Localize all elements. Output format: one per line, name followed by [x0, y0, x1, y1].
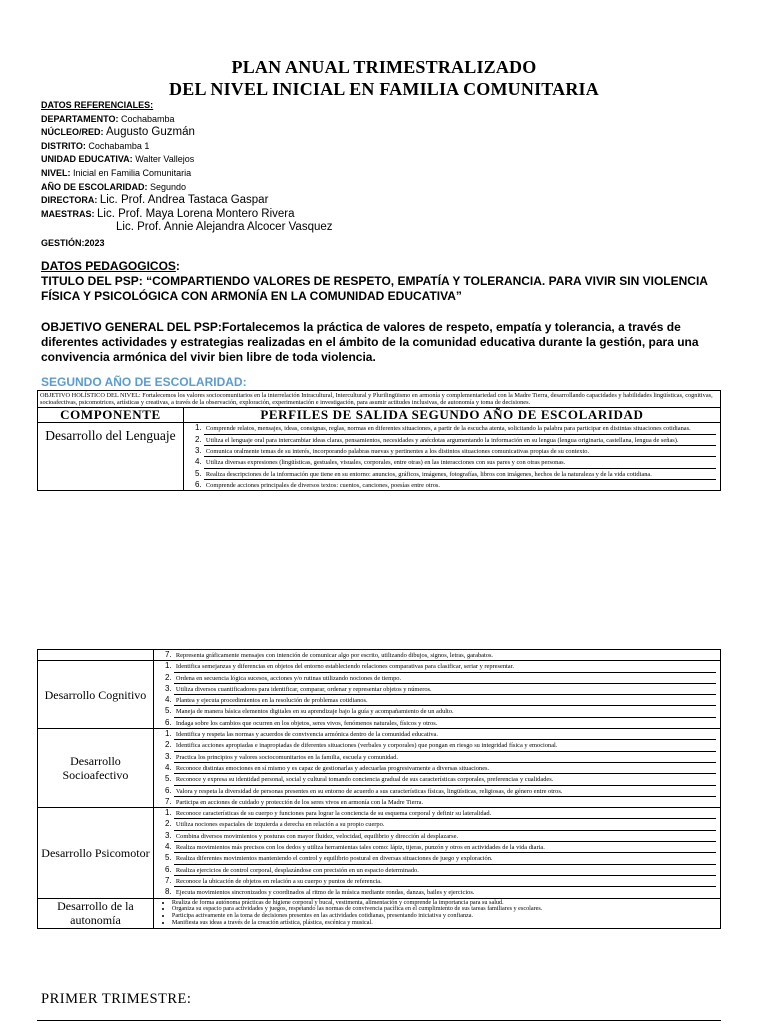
ref-nivel: NIVEL: Inicial en Familia Comunitaria: [41, 167, 192, 178]
lenguaje-continued-cell: [153, 650, 720, 661]
cognitivo-perfiles-cell: [153, 661, 720, 729]
list-item: 1. Identifica y respeta las normas y acuerdos de convivencia armónica dentro de la comunidad educativa.: [174, 729, 716, 740]
list-item: 6. Indaga sobre los cambios que ocurren en los objetos, seres vivos, fenómenos naturales, físicos y otros.: [174, 718, 716, 728]
col-header-perfiles: PERFILES DE SALIDA SEGUNDO AÑO DE ESCOLARIDAD: [183, 408, 720, 423]
list-item: 5. Maneja de manera básica elementos digitales en su aprendizaje bajo la guía y acompañamiento de un adulto.: [174, 706, 716, 717]
empty-componente-cell: [38, 650, 154, 661]
socioafectivo-perfiles-cell: [153, 729, 720, 808]
next-table-edge: [37, 1020, 721, 1025]
list-item: 6. Comprende acciones principales de diversos textos: cuentos, canciones, poesías entre otros.: [204, 480, 716, 490]
ref-unidad-educativa: UNIDAD EDUCATIVA: Walter Vallejos: [41, 154, 195, 165]
list-item: 1. Identifica semejanzas y diferencias en objetos del entorno estableciendo relaciones comparativas para clasificar, seriar y representar.: [174, 661, 716, 672]
col-header-componente: COMPONENTE: [38, 408, 184, 423]
componente-autonomia: Desarrollo de la autonomía: [38, 898, 154, 929]
autonomia-perfiles-cell: [153, 898, 720, 929]
componente-cognitivo: Desarrollo Cognitivo: [38, 661, 154, 729]
list-item: 7. Reconoce la ubicación de objetos en relación a su cuerpo y puntos de referencia.: [174, 876, 716, 887]
objetivo-holistico-cell: OBJETIVO HOLÍSTICO DEL NIVEL: Fortalecemos los valores sociocomunitarios en la interrelación Intracultural, Intercultural y Plurilingüismo en armonía y complementariedad con la Madre Tierra, desarrollando capacidades y habilidades lingüísticas, cognitivas, socioafectivas, psicomotrices, artísticas y creativas, a través de la observación, exploración, experimentación e investigación, para asumir actitudes inclusivas, de autonomía y toma de decisiones.: [38, 391, 721, 408]
objetivo-holistico-row: [38, 391, 721, 408]
cognitivo-perfiles-list: [154, 661, 720, 728]
lenguaje-perfiles-cell: [183, 423, 720, 491]
ref-nucleo-red: NÚCLEO/RED: Augusto Guzmán: [41, 126, 195, 139]
referenciales-heading: DATOS REFERENCIALES:: [41, 100, 154, 110]
ref-maestras: MAESTRAS: Lic. Prof. Maya Lorena Montero Rivera: [41, 207, 295, 220]
list-item: 3. Utiliza diversos cuantificadores para identificar, comparar, ordenar y representar objetos y números.: [174, 684, 716, 695]
table-header-row: [38, 408, 721, 423]
list-item: • Participa activamente en la toma de decisiones presentes en las actividades cotidianas, presentando iniciativa y confianza.: [172, 913, 716, 920]
psicomotor-perfiles-cell: [153, 808, 720, 898]
socioafectivo-perfiles-list: [154, 729, 720, 807]
list-item: 3. Comunica oralmente temas de su interés, incorporando palabras nuevas y pertinentes a los distintos situaciones comunicativas propias de su contexto.: [204, 446, 716, 457]
list-item: 5. Reconoce y expresa su identidad personal, social y cultural tomando conciencia gradual de sus características corporales, preferencias y cualidades.: [174, 774, 716, 785]
list-item: 2. Ordena en secuencia lógica sucesos, acciones y/o rutinas utilizando nociones de tiempo.: [174, 673, 716, 684]
psp-title: TITULO DEL PSP: “COMPARTIENDO VALORES DE RESPETO, EMPATÍA Y TOLERANCIA. PARA VIVIR SIN VIOLENCIA FÍSICA Y PSICOLÓGICA CON ARMONÍA EN LA COMUNIDAD EDUCATIVA”: [41, 274, 708, 303]
list-item: 8. Ejecuta movimientos sincronizados y coordinados al ritmo de la música mediante rondas, danzas, bailes y ejercicios.: [174, 887, 716, 897]
psp-objetivo-general: OBJETIVO GENERAL DEL PSP:Fortalecemos la práctica de valores de respeto, empatía y tolerancia, a través de diferentes actividades y estrategias realizadas en el ámbito de la comunidad educativa durante la gestión, para una convivencia armónica del vivir bien libre de toda violencia.: [41, 320, 699, 364]
list-item: 7. Representa gráficamente mensajes con intención de comunicar algo por escrito, utilizando dibujos, signos, letras, garabatos.: [174, 650, 716, 660]
primer-trimestre-heading: PRIMER TRIMESTRE:: [41, 991, 192, 1007]
list-item: 6. Valora y respeta la diversidad de personas presentes en su entorno de acuerdo a sus características físicas, lingüísticas, religiosas, de género entre otros.: [174, 786, 716, 797]
list-item: 3. Combina diversos movimientos y posturas con mayor fluidez, velocidad, equilibrio y dirección al desplazarse.: [174, 831, 716, 842]
pedagogicos-heading: DATOS PEDAGOGICOS:: [41, 259, 180, 273]
list-item: 2. Utiliza nociones espaciales de izquierda a derecha en relación a su propio cuerpo.: [174, 819, 716, 830]
cognitivo-row: [38, 661, 721, 729]
componente-lenguaje: Desarrollo del Lenguaje: [38, 423, 184, 491]
list-item: 4. Realiza movimientos más precisos con los dedos y utiliza herramientas tales como: lápiz, tijeras, punzón y otros en actividades de la vida diaria.: [174, 842, 716, 853]
autonomia-row: [38, 898, 721, 929]
psicomotor-perfiles-list: [154, 808, 720, 897]
document-title-line-2: DEL NIVEL INICIAL EN FAMILIA COMUNITARIA: [169, 79, 599, 99]
componente-psicomotor: Desarrollo Psicomotor: [38, 808, 154, 898]
ref-ano-escolaridad: AÑO DE ESCOLARIDAD: Segundo: [41, 181, 187, 192]
perfiles-table-2: [37, 649, 721, 929]
list-item: • Realiza de forma autónoma prácticas de higiene corporal y bucal, vestimenta, alimentación y comprende la importancia para su salud.: [172, 900, 716, 907]
ref-gestion: GESTIÓN:2023: [41, 237, 105, 248]
psicomotor-row: [38, 808, 721, 898]
datos-pedagogicos: [41, 259, 731, 365]
list-item: 5. Realiza descripciones de la información que tiene en su entorno: anuncios, gráficos, imágenes, fotografías, libros con imágenes, hechos de la naturaleza y de la vida cotidiana.: [204, 469, 716, 480]
ref-departamento: DEPARTAMENTO: Cochabamba: [41, 113, 175, 124]
list-item: 2. Utiliza el lenguaje oral para intercambiar ideas claras, pensamientos, necesidades y anécdotas argumentando la información en su lengua (lengua originaria, castellana, lengua de señas).: [204, 435, 716, 446]
datos-referenciales: [41, 99, 333, 251]
autonomia-perfiles-list: [154, 899, 720, 929]
perfiles-table-1: [37, 390, 721, 491]
list-item: 4. Plantea y ejecuta procedimientos en la resolución de problemas cotidianos.: [174, 695, 716, 706]
list-item: 7. Participa en acciones de cuidado y protección de los seres vivos en armonía con la Madre Tierra.: [174, 797, 716, 807]
list-item: • Manifiesta sus ideas a través de la creación artística, plástica, escénica y musical.: [172, 920, 716, 927]
ref-maestra-2: Lic. Prof. Annie Alejandra Alcocer Vasquez: [116, 221, 333, 234]
componente-socioafectivo: Desarrollo Socioafectivo: [38, 729, 154, 808]
lenguaje-continued-row: [38, 650, 721, 661]
list-item: 3. Practica los principios y valores sociocomunitarios en la familia, escuela y comunidad.: [174, 752, 716, 763]
lenguaje-row: [38, 423, 721, 491]
list-item: 6. Realiza ejercicios de control corporal, desplazándose con precisión en un espacio determinado.: [174, 865, 716, 876]
list-item: 4. Reconoce distintas emociones en sí mismo y es capaz de gestionarlas y adecuarlas progresivamente a diversas situaciones.: [174, 763, 716, 774]
list-item: 1. Reconoce características de su cuerpo y funciones para lograr la conciencia de su esquema corporal y definir su lateralidad.: [174, 808, 716, 819]
section-heading-segundo-ano: SEGUNDO AÑO DE ESCOLARIDAD:: [41, 375, 247, 389]
list-item: 4. Utiliza diversas expresiones (lingüísticas, gestuales, visuales, corporales, entre otras) en las interacciones con sus pares y con otras personas.: [204, 457, 716, 468]
lenguaje-perfiles-list: [184, 423, 720, 490]
list-item: 5. Realiza diferentes movimientos manteniendo el control y equilibrio postural en diversas situaciones de juego y exploración.: [174, 853, 716, 864]
list-item: 1. Comprende relatos, mensajes, ideas, consignas, reglas, normas en diferentes situaciones, a partir de la escucha atenta, solicitando la palabra para participar en distintas situaciones cotidianas.: [204, 423, 716, 434]
list-item: 2. Identifica acciones apropiadas e inapropiadas de diferentes situaciones (verbales y corporales) que pongan en riesgo su integridad física y emocional.: [174, 740, 716, 751]
socioafectivo-row: [38, 729, 721, 808]
lenguaje-continued-list: [154, 650, 720, 660]
list-item: • Organiza su espacio para actividades y juegos, respetando las normas de convivencia pacífica en el cumplimiento de sus tareas familiares y escolares.: [172, 906, 716, 913]
ref-distrito: DISTRITO: Cochabamba 1: [41, 140, 150, 151]
document-title-line-1: PLAN ANUAL TRIMESTRALIZADO: [231, 57, 537, 77]
ref-directora: DIRECTORA: Lic. Prof. Andrea Tastaca Gaspar: [41, 194, 269, 207]
